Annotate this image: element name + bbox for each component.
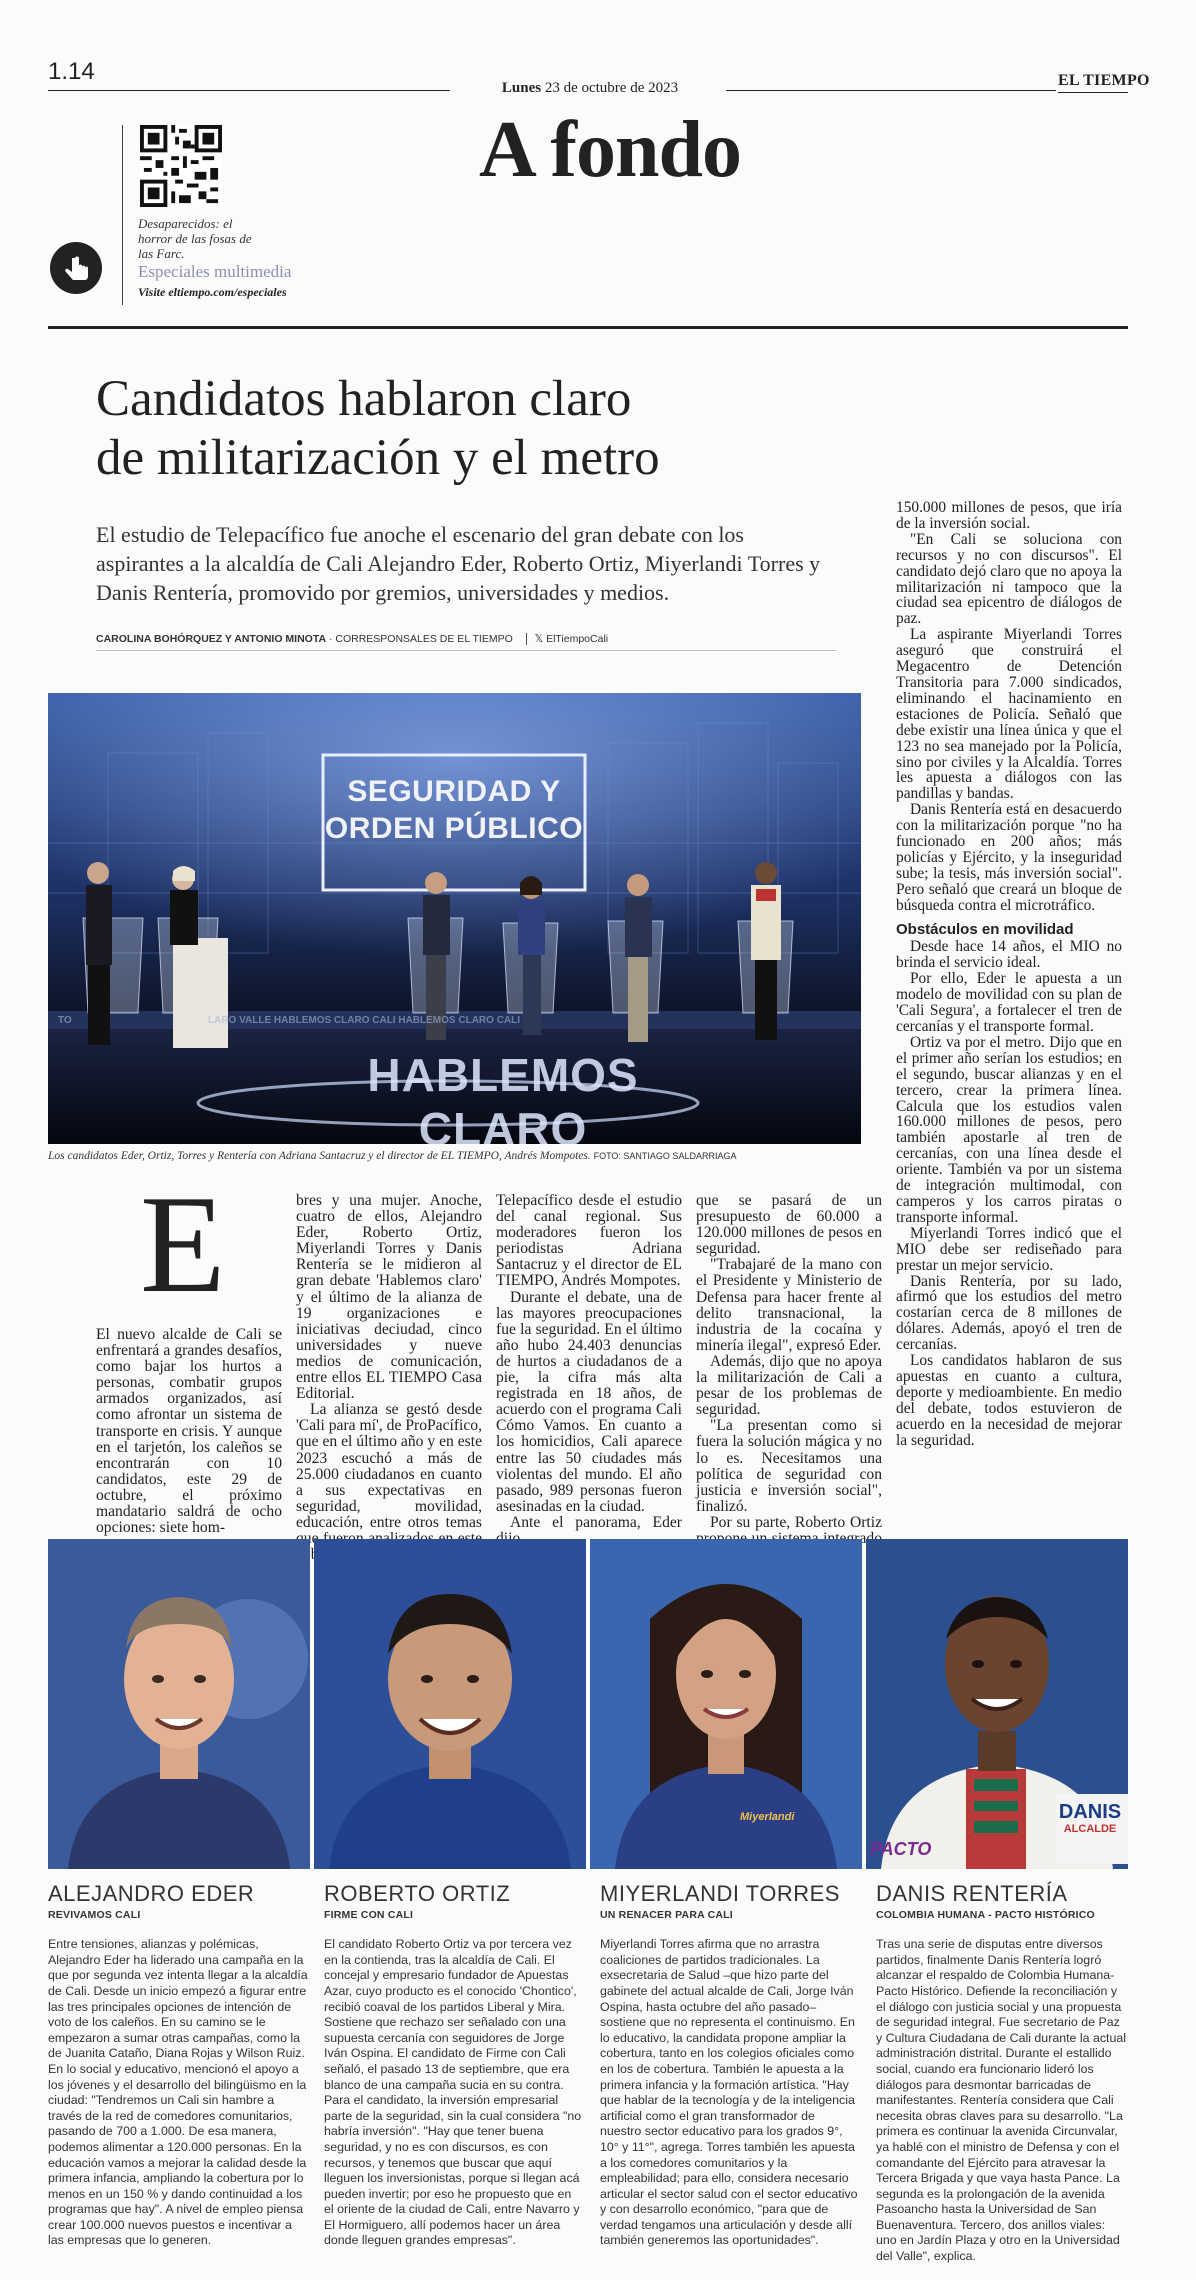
qr-code[interactable] — [140, 125, 222, 207]
photo-sign-line-2: ORDEN PÚBLICO — [324, 812, 584, 845]
candidate-party: UN RENACER PARA CALI — [600, 1908, 733, 1921]
section-title: A fondo — [479, 106, 741, 194]
paragraph: Ortiz va por el metro. Dijo que en el primer año serían los estudios; en el segundo, buscar alianzas y en el tercero, crear la primera línea. Calcula que los estudios valen 160.000 millones de pesos, pero también apostarle al tren de cercanías, con una línea desde el oriente. También va por un sistema de integración multimodal, con camperos y los carros piratas o transporte informal. — [896, 1033, 1122, 1226]
caption-text: Los candidatos Eder, Ortiz, Torres y Rentería con Adriana Santacruz y el director de EL TIEMPO, Andrés Mompotes. — [48, 1150, 591, 1162]
candidate-bio-text: Entre tensiones, alianzas y polémicas, Alejandro Eder ha liderado una campaña en la que por segunda vez intenta llegar a la alcaldía de Cali. Desde un inicio empezó a figurar entre las tres principales opciones de intención de voto de los caleños. En su camino se le empezaron a sumar otras campañas, como la de Juanita Cataño, Diana Rojas y Wilson Ruiz. En lo social y educativo, mencionó el apoyo a los jóvenes y el desarrollo del bilingüismo en la ciudad: "Tendremos un Cali sin hambre a través de la red de comedores comunitarios, pasando de 700 a 1.000. De esa manera, podemos alimentar a 120.000 personas. En la educación vamos a mejorar la calidad desde la primera infancia, ampliando la cobertura por lo menos en un 150 % y dando continuidad a los programas que hay". A nivel de empleo piensa crear 100.000 nuevos puestos e incentivar a las empresas que lo generen. — [48, 1937, 308, 2248]
paragraph: "La presentan como si fuera la solución mágica y no lo es. Necesitamos una política de seguridad con justicia e inversión social", finalizó. — [696, 1417, 882, 1515]
campaign-sign — [1052, 1801, 1128, 1835]
date-day: Lunes — [501, 80, 542, 96]
byline-rule — [96, 650, 836, 651]
photo-floor-text: HABLEMOS CLARO — [367, 1049, 639, 1144]
candidate-bio-torres — [600, 1881, 858, 2249]
paragraph: La alianza se gestó desde 'Cali para mí', de ProPacífico, que en el último año y en este 2023 escuchó a más de 25.000 ciudadanos en cuanto a sus expectativas en seguridad, movilidad, educación, entre otros temas — [296, 1401, 482, 1531]
photo-sign-line-1: SEGURIDAD Y — [347, 775, 561, 808]
candidate-name: MIYERLANDI TORRES — [600, 1881, 840, 1906]
candidate-photo-torres — [590, 1539, 862, 1869]
candidate-photo-renteria — [866, 1539, 1128, 1869]
x-logo-icon: 𝕏 — [526, 633, 543, 645]
header-thick-rule — [48, 326, 1128, 329]
shirt-logo: Miyerlandi — [740, 1811, 795, 1823]
promo-text: Desaparecidos: el horror de las fosas de las Farc. — [138, 216, 252, 261]
masthead-underline — [1058, 92, 1128, 93]
date-rest: 23 de octubre de 2023 — [544, 80, 679, 96]
paragraph: El nuevo alcalde de Cali se enfrentará a grandes desafíos, como bajar los hurtos a personas, combatir grupos armados organizados, así como afrontar un sistema de transporte en crisis. Y aunque en el tarjetón, los caleños se encontrarán con 10 candidatos, este 29 de octubre, el próximo mandatario saldrá de ocho opciones: siete hom- — [96, 1326, 282, 1537]
byline — [96, 633, 836, 645]
headline-line-1: Candidatos hablaron claro — [96, 371, 632, 427]
candidate-bio-renteria — [876, 1881, 1128, 2265]
paragraph: Miyerlandi Torres indicó que el MIO debe ser rediseñado para prestar un mejor servicio. — [896, 1224, 1122, 1274]
paragraph: 150.000 millones de pesos, que iría de la inversión social. — [896, 499, 1122, 532]
body-column-3 — [496, 1193, 682, 1547]
caption-credit: FOTO: SANTIAGO SALDARRIAGA — [593, 1151, 737, 1161]
paragraph: Los candidatos hablaron de sus apuestas en cuanto a cultura, deporte y medioambiente. En medio del debate, todos estuvieron de acuerdo en la necesidad de mejorar la seguridad. — [896, 1352, 1122, 1449]
byline-role: · CORRESPONSALES DE EL TIEMPO — [326, 633, 513, 645]
paragraph: Por ello, Eder le apuesta a un modelo de movilidad con su plan de 'Cali Segura', a fortalecer el tren de cercanías y el transporte formal. — [896, 970, 1122, 1035]
paragraph: Telepacífico desde el estudio del canal regional. Sus moderadores fueron los periodistas Adriana Santacruz y el director de EL TIEMPO, Andrés Mompotes. — [496, 1192, 682, 1290]
header-rule-left — [48, 90, 450, 91]
svg-text:TO: TO — [58, 1015, 72, 1026]
headline-line-2: de militarización y el metro — [96, 430, 660, 486]
drop-cap: E — [140, 1167, 226, 1322]
promo-url[interactable]: Visite eltiempo.com/especiales — [138, 285, 287, 299]
candidate-bio-text: Tras una serie de disputas entre diversos partidos, finalmente Danis Rentería logró alcanzar el respaldo de Colombia Humana-Pacto Histórico. Defiende la reconciliación y el diálogo con justicia social y una propuesta de seguridad integral. Fue secretario de Paz y Cultura Ciudadana de Cali durante la actual administración distrital. Durante el estallido social, cuando era funcionario lideró los diálogos para desmontar barricadas de manifestantes. Rentería considera que Cali necesita obras claves para su desarrollo. "La primera es continuar la avenida Circunvalar, ya hablé con el ministro de Defensa y con el comandante del Ejército para atravesar la Tercera Brigada y que vaya hasta Pance. La segunda es la prolongación de la avenida Pasoancho hasta la Universidad de San Buenaventura. Tercero, dos anillos viales: uno en Jardín Plaza y otro en la Universidad del Valle", explica. — [876, 1937, 1127, 2264]
body-column-4 — [696, 1193, 882, 1563]
candidate-party: FIRME CON CALI — [324, 1908, 414, 1921]
candidate-photo-ortiz — [314, 1539, 586, 1869]
headline — [96, 370, 856, 488]
debate-photo — [48, 693, 861, 1144]
candidate-name: DANIS RENTERÍA — [876, 1881, 1068, 1906]
paragraph: que se pasará de un presupuesto de 60.000 a 120.000 millones de pesos en seguridad. — [696, 1192, 882, 1258]
page-number: 1.14 — [48, 58, 95, 85]
candidate-bio-text: Miyerlandi Torres afirma que no arrastra coaliciones de partidos tradicionales. La exsecretaria de Salud –que hizo parte del gabinete del actual alcalde de Cali, Jorge Iván Ospina, hasta octubre del año pasado– sostiene que no representa el continuismo. En lo educativo, la candidata propone ampliar la cobertura, tanto en los colegios oficiales como en los de cobertura. También le apuesta a la primera infancia y la formación artística. "Hay que hablar de la tecnología y de la inteligencia artificial como el gran transformador de nuestro sector educativo para los grados 9°, 10° y 11°", agrega. Torres también les apuesta a los comedores comunitarios y la empleabilidad; para ello, considera necesario articular el sector salud con el sector educativo y con desarrollo económico, "para que de verdad tengamos una articulación y desde allí también generemos las oportunidades". — [600, 1937, 858, 2248]
promo-divider — [122, 125, 123, 305]
campaign-sign-line-2: ALCALDE — [1063, 1823, 1117, 1835]
masthead: EL TIEMPO — [1058, 72, 1150, 89]
paragraph: bres y una mujer. Anoche, cuatro de ellos, Alejandro Eder, Roberto Ortiz, Miyerlandi Torres y Danis Rentería se le midieron al gran debate 'Hablemos claro' y el último de la alianza de 19 organizaciones e iniciativas deciudad, cinco universidades y nueve medios de comunicación, entre ellos EL TIEMPO Casa Editorial. — [296, 1192, 482, 1403]
paragraph: "Trabajaré de la mano con el Presidente y Ministerio de Defensa para hacer frente al delito transnacional, la industria de la cocaína y minería ilegal", expresó Eder. — [696, 1256, 882, 1354]
campaign-sign-line-1: DANIS — [1058, 1801, 1122, 1823]
candidate-bio-eder — [48, 1881, 310, 2249]
paragraph: Durante el debate, una de las mayores preocupaciones fue la seguridad. En el último año hubo 24.403 denuncias de hurtos a ciudadanos de a pie, la cifra más alta registrada en 18 años, de acuerdo con el programa Cali Cómo Vamos. En cuanto a los homicidios, Cali aparece entre las 50 ciudades más violentas del mundo. El año pasado, 989 personas fueron asesinadas en la ciudad. — [496, 1288, 682, 1515]
hand-touch-icon — [50, 242, 102, 294]
paragraph: Por su parte, Roberto Ortiz — [710, 1513, 882, 1531]
photo-sign — [323, 773, 585, 847]
lead-paragraph: El estudio de Telepacífico fue anoche el escenario del gran debate con los aspirantes a la alcaldía de Cali Alejandro Eder, Roberto Ortiz, Miyerlandi Torres y Danis Rentería, promovido por gremios, universidades y medios. — [96, 522, 821, 605]
candidate-name: ROBERTO ORTIZ — [324, 1881, 511, 1906]
header-rule-right — [726, 90, 1056, 91]
candidate-bio-ortiz — [324, 1881, 582, 2249]
paragraph: La aspirante Miyerlandi Torres aseguró que construirá el Megacentro de Detención Transitoria para 7.000 sindicados, eliminando el hacinamiento en estaciones de Policía. Señaló que debe existir una línea única y que el 123 no sea manejado por la Policía, sino por civiles y la Alcaldía. Torres les apuesta a diálogos con las pandillas y bandas. — [896, 626, 1122, 803]
candidate-photo-eder — [48, 1539, 310, 1869]
body-column-1 — [96, 1327, 282, 1536]
paragraph: Ante el panorama, Eder — [510, 1513, 682, 1531]
body-column-5 — [896, 500, 1122, 1448]
byline-authors: CAROLINA BOHÓRQUEZ Y ANTONIO MINOTA — [96, 633, 327, 645]
promo-label[interactable]: Especiales multimedia — [138, 262, 292, 281]
issue-date — [470, 80, 710, 97]
candidate-party: COLOMBIA HUMANA - PACTO HISTÓRICO — [876, 1908, 1095, 1921]
photo-caption — [48, 1150, 868, 1162]
body-column-2 — [296, 1193, 482, 1563]
svg-text:LARO VALLE HABLEMOS CLARO C: LARO VALLE HABLEMOS CLARO CALI HABLEMOS CLARO CALI — [208, 1015, 521, 1026]
candidate-party: REVIVAMOS CALI — [48, 1908, 141, 1921]
social-handle[interactable]: ElTiempoCali — [546, 633, 609, 645]
pacto-logo: PACTO — [870, 1839, 932, 1859]
paragraph: Además, dijo que no apoya la militarización de Cali a pesar de los problemas de seguridad. — [696, 1352, 882, 1419]
subheading-movilidad: Obstáculos en movilidad — [896, 920, 1074, 938]
candidate-name: ALEJANDRO EDER — [48, 1881, 255, 1906]
paragraph: Danis Rentería, por su lado, afirmó que los estudios del metro costarían cerca de 8 millones de dólares. Además, apoyó el tren de cercanías. — [896, 1272, 1122, 1354]
paragraph: Desde hace 14 años, el MIO no brinda el servicio ideal. — [896, 938, 1122, 972]
paragraph: "En Cali se soluciona con recursos y no con discursos". El candidato dejó claro que no apoya la militarización ni tampoco que la ciudad sea epicentro de diálogos de paz. — [896, 530, 1122, 628]
paragraph: Danis Rentería está en desacuerdo con la militarización porque "no ha funcionado en 200 años; más policías y Ejército, y la inseguridad sube; la tesis, más inversión social". Pero señaló que creará un bloque de búsqueda contra el microtráfico. — [896, 801, 1122, 914]
candidate-bio-text: El candidato Roberto Ortiz va por tercera vez en la contienda, tras la alcaldía de Cali. El concejal y empresario fundador de Apuestas Azar, cuyo producto es el conocido 'Chontico', recibió coaval de los partidos Liberal y Mira. Sostiene que rechazo ser señalado con una supuesta cercanía con seguidores de Jorge Iván Ospina. El candidato de Firme con Cali señaló, el pasado 13 de septiembre, que era blanco de una campaña sucia en su contra. Para el candidato, la inversión empresarial parte de la seguridad, sin la cual considera "no habría inversión". "Hay que tener buena seguridad, y no es con discursos, es con recursos, y tenemos que buscar que aquí lleguen los inversionistas, porque si llegan acá pueden invertir; por eso he propuesto que en el oriente de la ciudad de Cali, entre Navarro y El Hormiguero, allí podemos hacer un área donde lleguen grandes empresas". — [324, 1937, 582, 2248]
